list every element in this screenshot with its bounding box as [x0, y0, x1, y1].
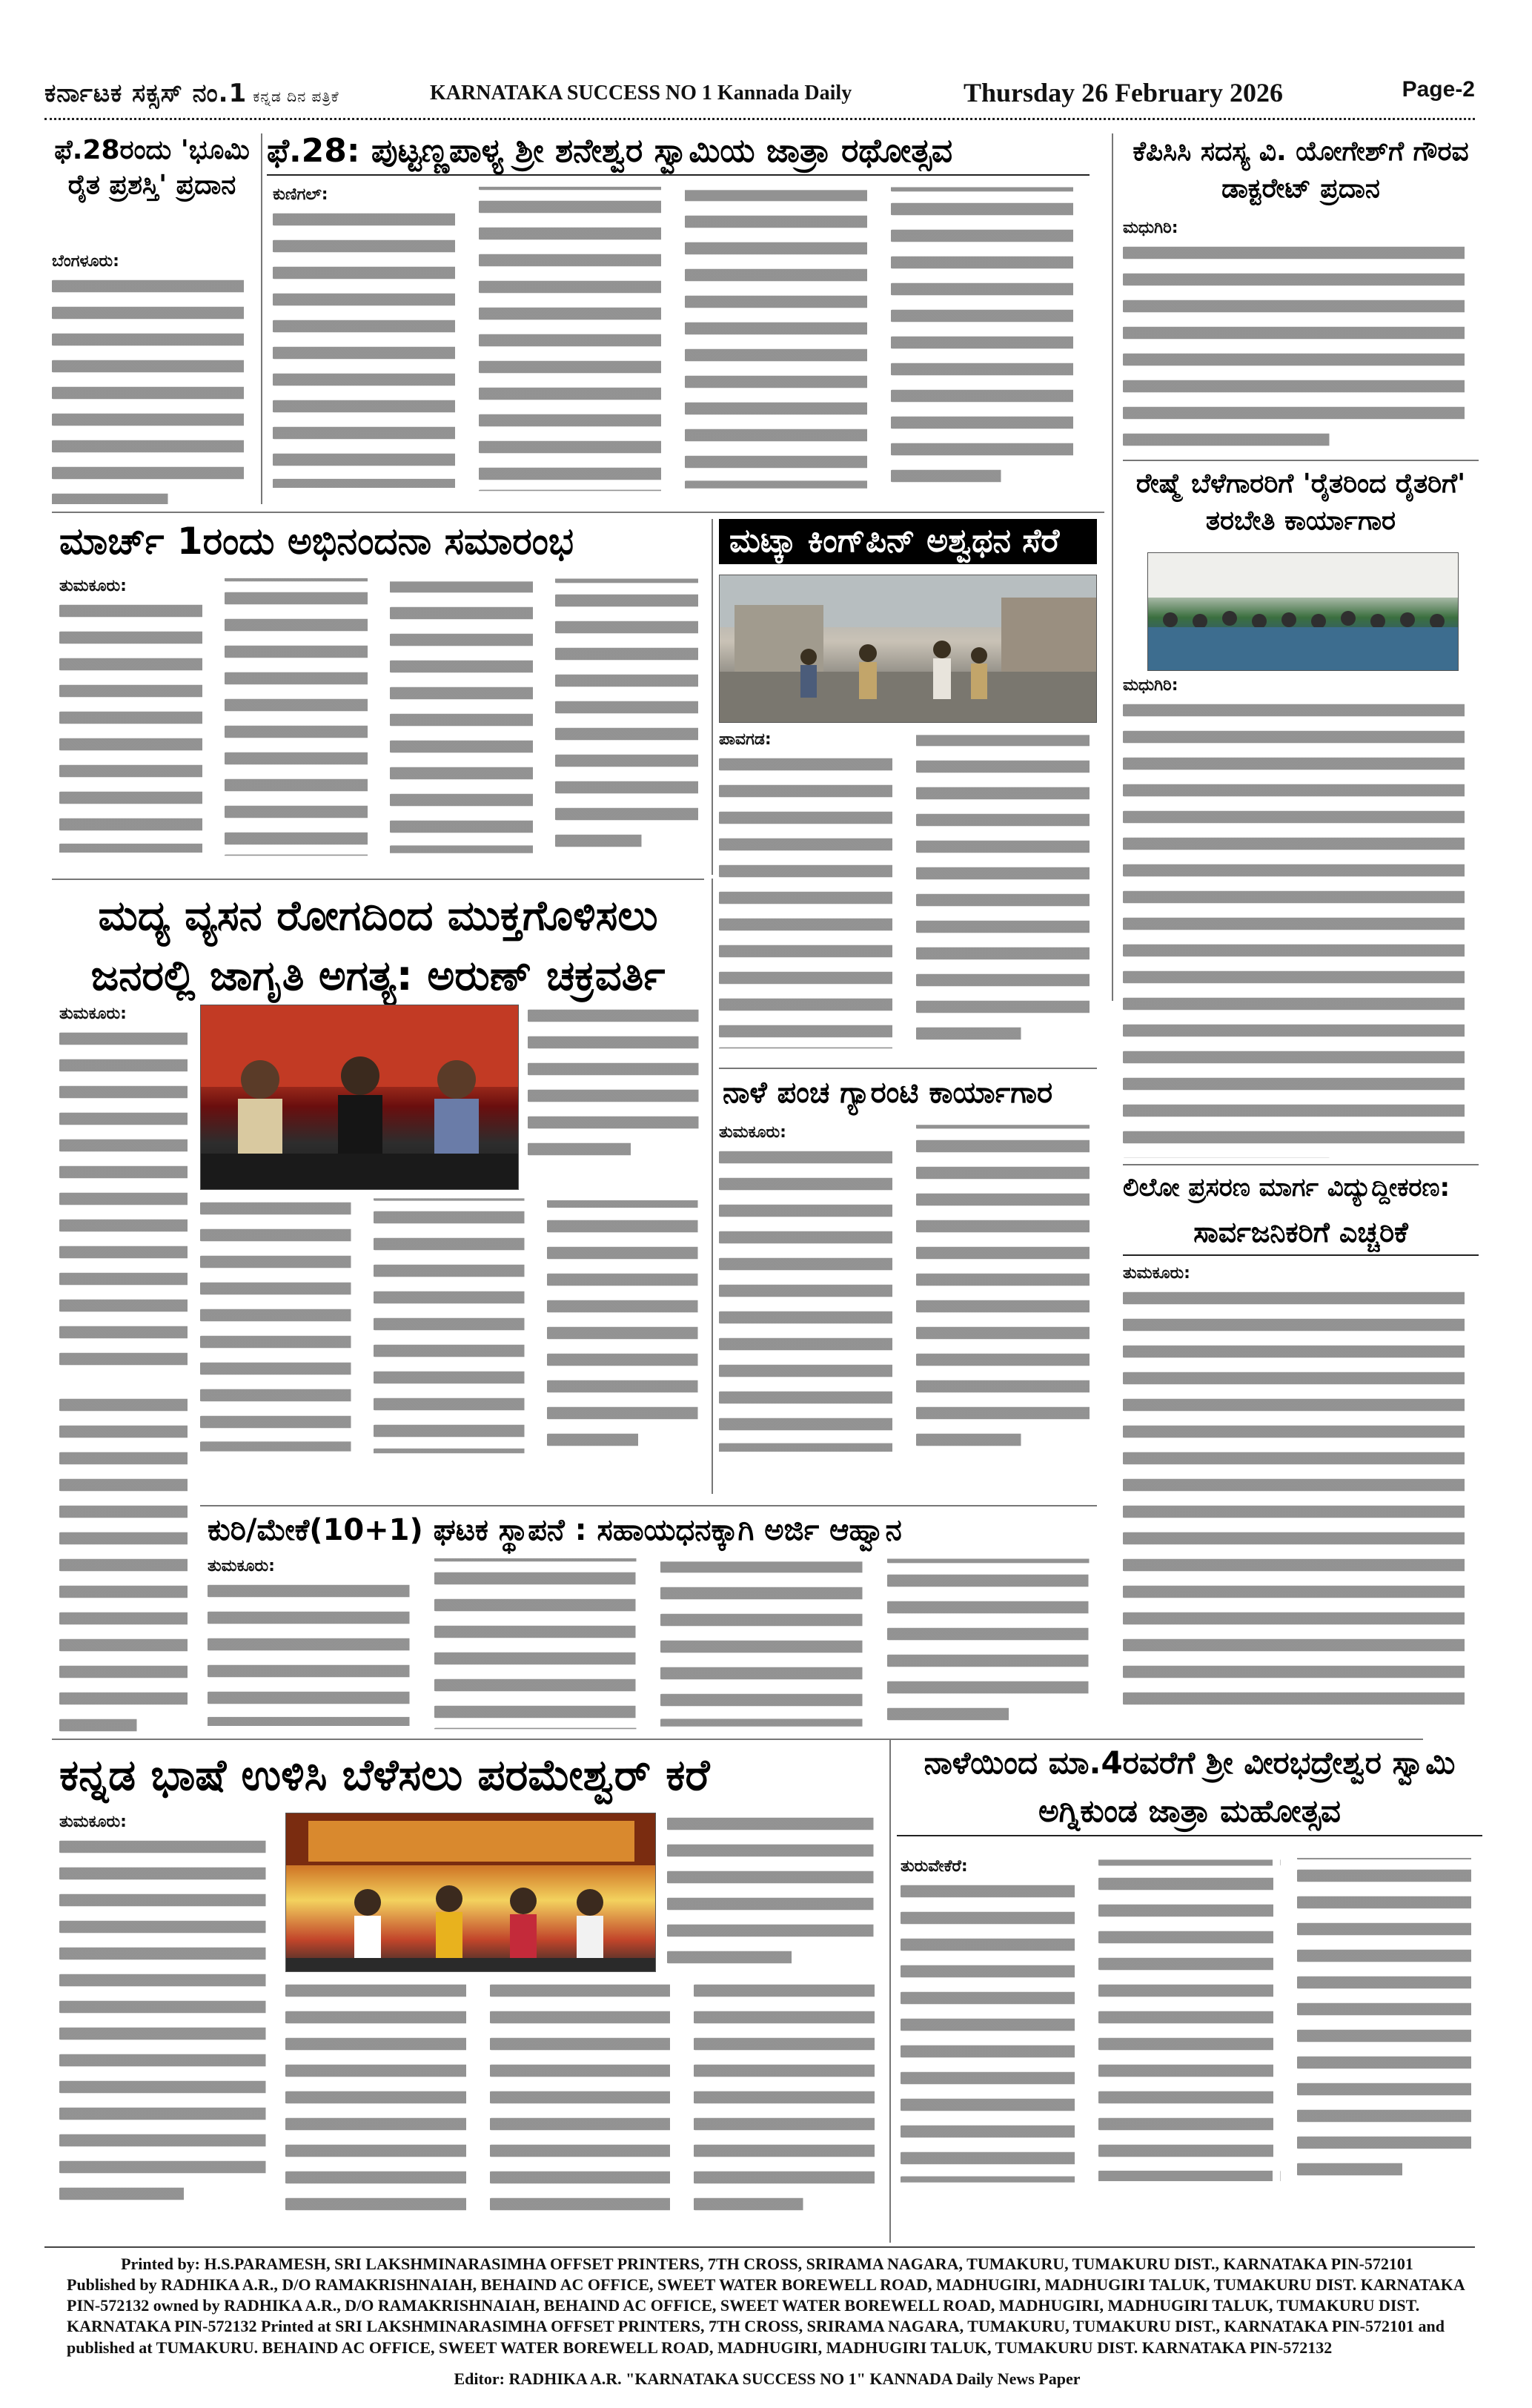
article-dateline: ತುಮಕೂರು: — [59, 1813, 127, 1831]
article-bhoomi-raitha-headline: ಫೆ.28ರಂದು 'ಭೂಮಿ ರೈತ ಪ್ರಶಸ್ತಿ' ಪ್ರದಾನ — [54, 135, 250, 200]
police-street-photo — [719, 575, 1097, 723]
article-dateline: ಕುಣಿಗಲ್: — [273, 185, 328, 204]
article-lilo-headline: ಲಿಲೋ ಪ್ರಸರಣ ಮಾರ್ಗ ವಿದ್ಯುದ್ದೀಕರಣ: — [1123, 1173, 1450, 1203]
article-pancha-guarantee-headline: ನಾಳೆ ಪಂಚ ಗ್ಯಾರಂಟಿ ಕಾರ್ಯಾಗಾರ — [723, 1076, 1053, 1110]
article-matka-headline: ಮಟ್ಕಾ ಕಿಂಗ್‌ಪಿನ್ ಅಶ್ವಥನ ಸೆರೆ — [719, 519, 1097, 564]
article-arun-chakravarthi-body — [200, 1197, 704, 1494]
article-dateline: ಬೆಂಗಳೂರು: — [52, 252, 119, 271]
article-abhinandana-body — [59, 577, 704, 870]
stage-event-illustration — [286, 1813, 656, 1972]
printed-by-line: Printed by: H.S.PARAMESH, SRI LAKSHMINARASIMHA OFFSET PRINTERS, 7TH CROSS, SRIRAMA NAGARA, TUMAKURU, TUMAKURU DIST., KARNATAKA PIN-572101 — [121, 2255, 1413, 2273]
article-dateline: ಮಧುಗಿರಿ: — [1123, 219, 1178, 237]
section-divider — [719, 1068, 1097, 1069]
footer-divider — [44, 2246, 1475, 2248]
article-pancha-guarantee-body — [719, 1123, 1097, 1494]
article-dateline: ತುಮಕೂರು: — [208, 1557, 275, 1575]
article-kannada-bhashe-headline: ಕನ್ನಡ ಭಾಷೆ ಉಳಿಸಿ ಬೆಳೆಸಲು ಪರಮೇಶ್ವರ್ ಕರೆ — [59, 1750, 710, 1800]
article-kannada-bhashe-body — [285, 1979, 882, 2232]
article-dateline: ತುಮಕೂರು: — [719, 1123, 786, 1142]
article-kannada-bhashe-right — [667, 1813, 882, 1972]
press-meet-photo — [200, 1005, 519, 1190]
article-yogesh-headline: ಕೆಪಿಸಿಸಿ ಸದಸ್ಯ ವಿ. ಯೋಗೇಶ್‌ಗೆ ಗೌರವ ಡಾಕ್ಟರೇಟ್ ಪ್ರದಾನ — [1133, 136, 1469, 205]
article-lilo-subhead: ಸಾರ್ವಜನಿಕರಿಗೆ ಎಚ್ಚರಿಕೆ — [1123, 1216, 1479, 1256]
article-dateline: ತುಮಕೂರು: — [59, 1005, 127, 1023]
article-reshme-headline: ರೇಷ್ಮೆ ಬೆಳೆಗಾರರಿಗೆ 'ರೈತರಿಂದ ರೈತರಿಗೆ' ತರಬೇತಿ ಕಾರ್ಯಾಗಾರ — [1135, 469, 1466, 537]
meeting-crowd-illustration — [1148, 553, 1459, 671]
section-divider — [1123, 1164, 1479, 1165]
column-divider — [712, 519, 713, 875]
article-lilo-body — [1123, 1264, 1479, 1716]
issue-date: Thursday 26 February 2026 — [964, 78, 1284, 108]
article-matka-body — [719, 730, 1097, 1064]
newspaper-name-english: KARNATAKA SUCCESS NO 1 Kannada Daily — [430, 82, 852, 105]
newspaper-name-kannada — [44, 79, 339, 108]
column-divider — [712, 879, 713, 1494]
article-dateline: ತುಮಕೂರು: — [1123, 1264, 1190, 1283]
article-veerabhadreshwara-headline: ನಾಳೆಯಿಂದ ಮಾ.4ರವರೆಗೆ ಶ್ರೀ ವೀರಭದ್ರೇಶ್ವರ ಸ್ವಾಮಿ ಅಗ್ನಿಕುಂಡ ಜಾತ್ರಾ ಮಹೋತ್ಸವ — [897, 1739, 1482, 1836]
section-divider — [200, 1505, 1097, 1506]
article-yogesh-body — [1123, 219, 1479, 456]
column-divider — [261, 133, 262, 504]
masthead-title: ಕರ್ನಾಟಕ ಸಕ್ಸಸ್ ನಂ.1 — [44, 79, 248, 108]
article-dateline: ತುಮಕೂರು: — [59, 577, 127, 595]
article-dateline: ತುರುವೇಕೆರೆ: — [901, 1857, 968, 1876]
article-shaneshwara-body — [273, 185, 1081, 504]
section-divider — [52, 879, 704, 880]
section-divider — [52, 512, 1104, 513]
article-shaneshwara-headline: ಫೆ.28: ಪುಟ್ಟಣ್ಣಪಾಳ್ಯ ಶ್ರೀ ಶನೇಶ್ವರ ಸ್ವಾಮಿಯ ಜಾತ್ರಾ ರಥೋತ್ಸವ — [267, 132, 1090, 176]
press-meet-illustration — [201, 1005, 519, 1190]
masthead — [44, 71, 1475, 120]
article-bhoomi-raitha-body — [52, 252, 252, 504]
article-reshme-body — [1123, 676, 1479, 1158]
page-number: Page-2 — [1402, 77, 1475, 102]
article-kuri-meke-body — [208, 1557, 1097, 1735]
article-kuri-meke-headline: ಕುರಿ/ಮೇಕೆ(10+1) ಘಟಕ ಸ್ಥಾಪನೆ : ಸಹಾಯಧನಕ್ಕಾಗಿ ಅರ್ಜಿ ಆಹ್ವಾನ — [208, 1513, 902, 1547]
article-arun-chakravarthi-right — [528, 1005, 706, 1190]
imprint-footer — [67, 2254, 1468, 2389]
editor-line: Editor: RADHIKA A.R. "KARNATAKA SUCCESS NO 1" KANNADA Daily News Paper — [454, 2369, 1081, 2388]
article-kannada-bhashe-left — [59, 1813, 274, 2232]
article-dateline: ಮಧುಗಿರಿ: — [1123, 676, 1178, 695]
training-meeting-photo — [1147, 552, 1459, 671]
police-street-illustration — [720, 575, 1097, 723]
column-divider — [1112, 133, 1113, 1001]
column-divider — [889, 1739, 891, 2243]
article-veerabhadreshwara-body — [901, 1857, 1479, 2232]
article-abhinandana-headline: ಮಾರ್ಚ್ 1ರಂದು ಅಭಿನಂದನಾ ಸಮಾರಂಭ — [59, 520, 574, 563]
masthead-subtitle: ಕನ್ನಡ ದಿನ ಪತ್ರಿಕೆ — [253, 87, 339, 105]
kannada-event-photo — [285, 1813, 656, 1972]
published-by-line: Published by RADHIKA A.R., D/O RAMAKRISHNAIAH, BEHAIND AC OFFICE, SWEET WATER BOREWELL ROAD, MADHUGIRI, MADHUGIRI TALUK, TUMAKURU DIST. KARNATAKA PIN-572132 owned by RADHIKA A.R., D/O RAMAKRISHNAIAH, BEHAIND AC OFFICE, SWEET WATER BOREWELL ROAD, MADHUGIRI, MADHUGIRI TALUK, TUMAKURU DIST. KARNATAKA PIN-572132 Printed at SRI LAKSHMINARASIMHA OFFSET PRINTERS, 7TH CROSS, SRIRAMA NAGARA, TUMAKURU, TUMAKURU DIST., KARNATAKA PIN-572101 and published at TUMAKURU. BEHAIND AC OFFICE, SWEET WATER BOREWELL ROAD, MADHUGIRI, MADHUGIRI TALUK, TUMAKURU DIST. KARNATAKA PIN-572132 — [67, 2275, 1465, 2357]
section-divider — [1123, 460, 1479, 461]
article-dateline: ಪಾವಗಡ: — [719, 730, 772, 749]
article-arun-chakravarthi-headline: ಮದ್ಯ ವ್ಯಸನ ರೋಗದಿಂದ ಮುಕ್ತಗೊಳಿಸಲು ಜನರಲ್ಲಿ ಜಾಗೃತಿ ಅಗತ್ಯ: ಅರುಣ್ ಚಕ್ರವರ್ತಿ — [90, 892, 666, 1001]
article-arun-chakravarthi-left — [59, 1005, 193, 1390]
